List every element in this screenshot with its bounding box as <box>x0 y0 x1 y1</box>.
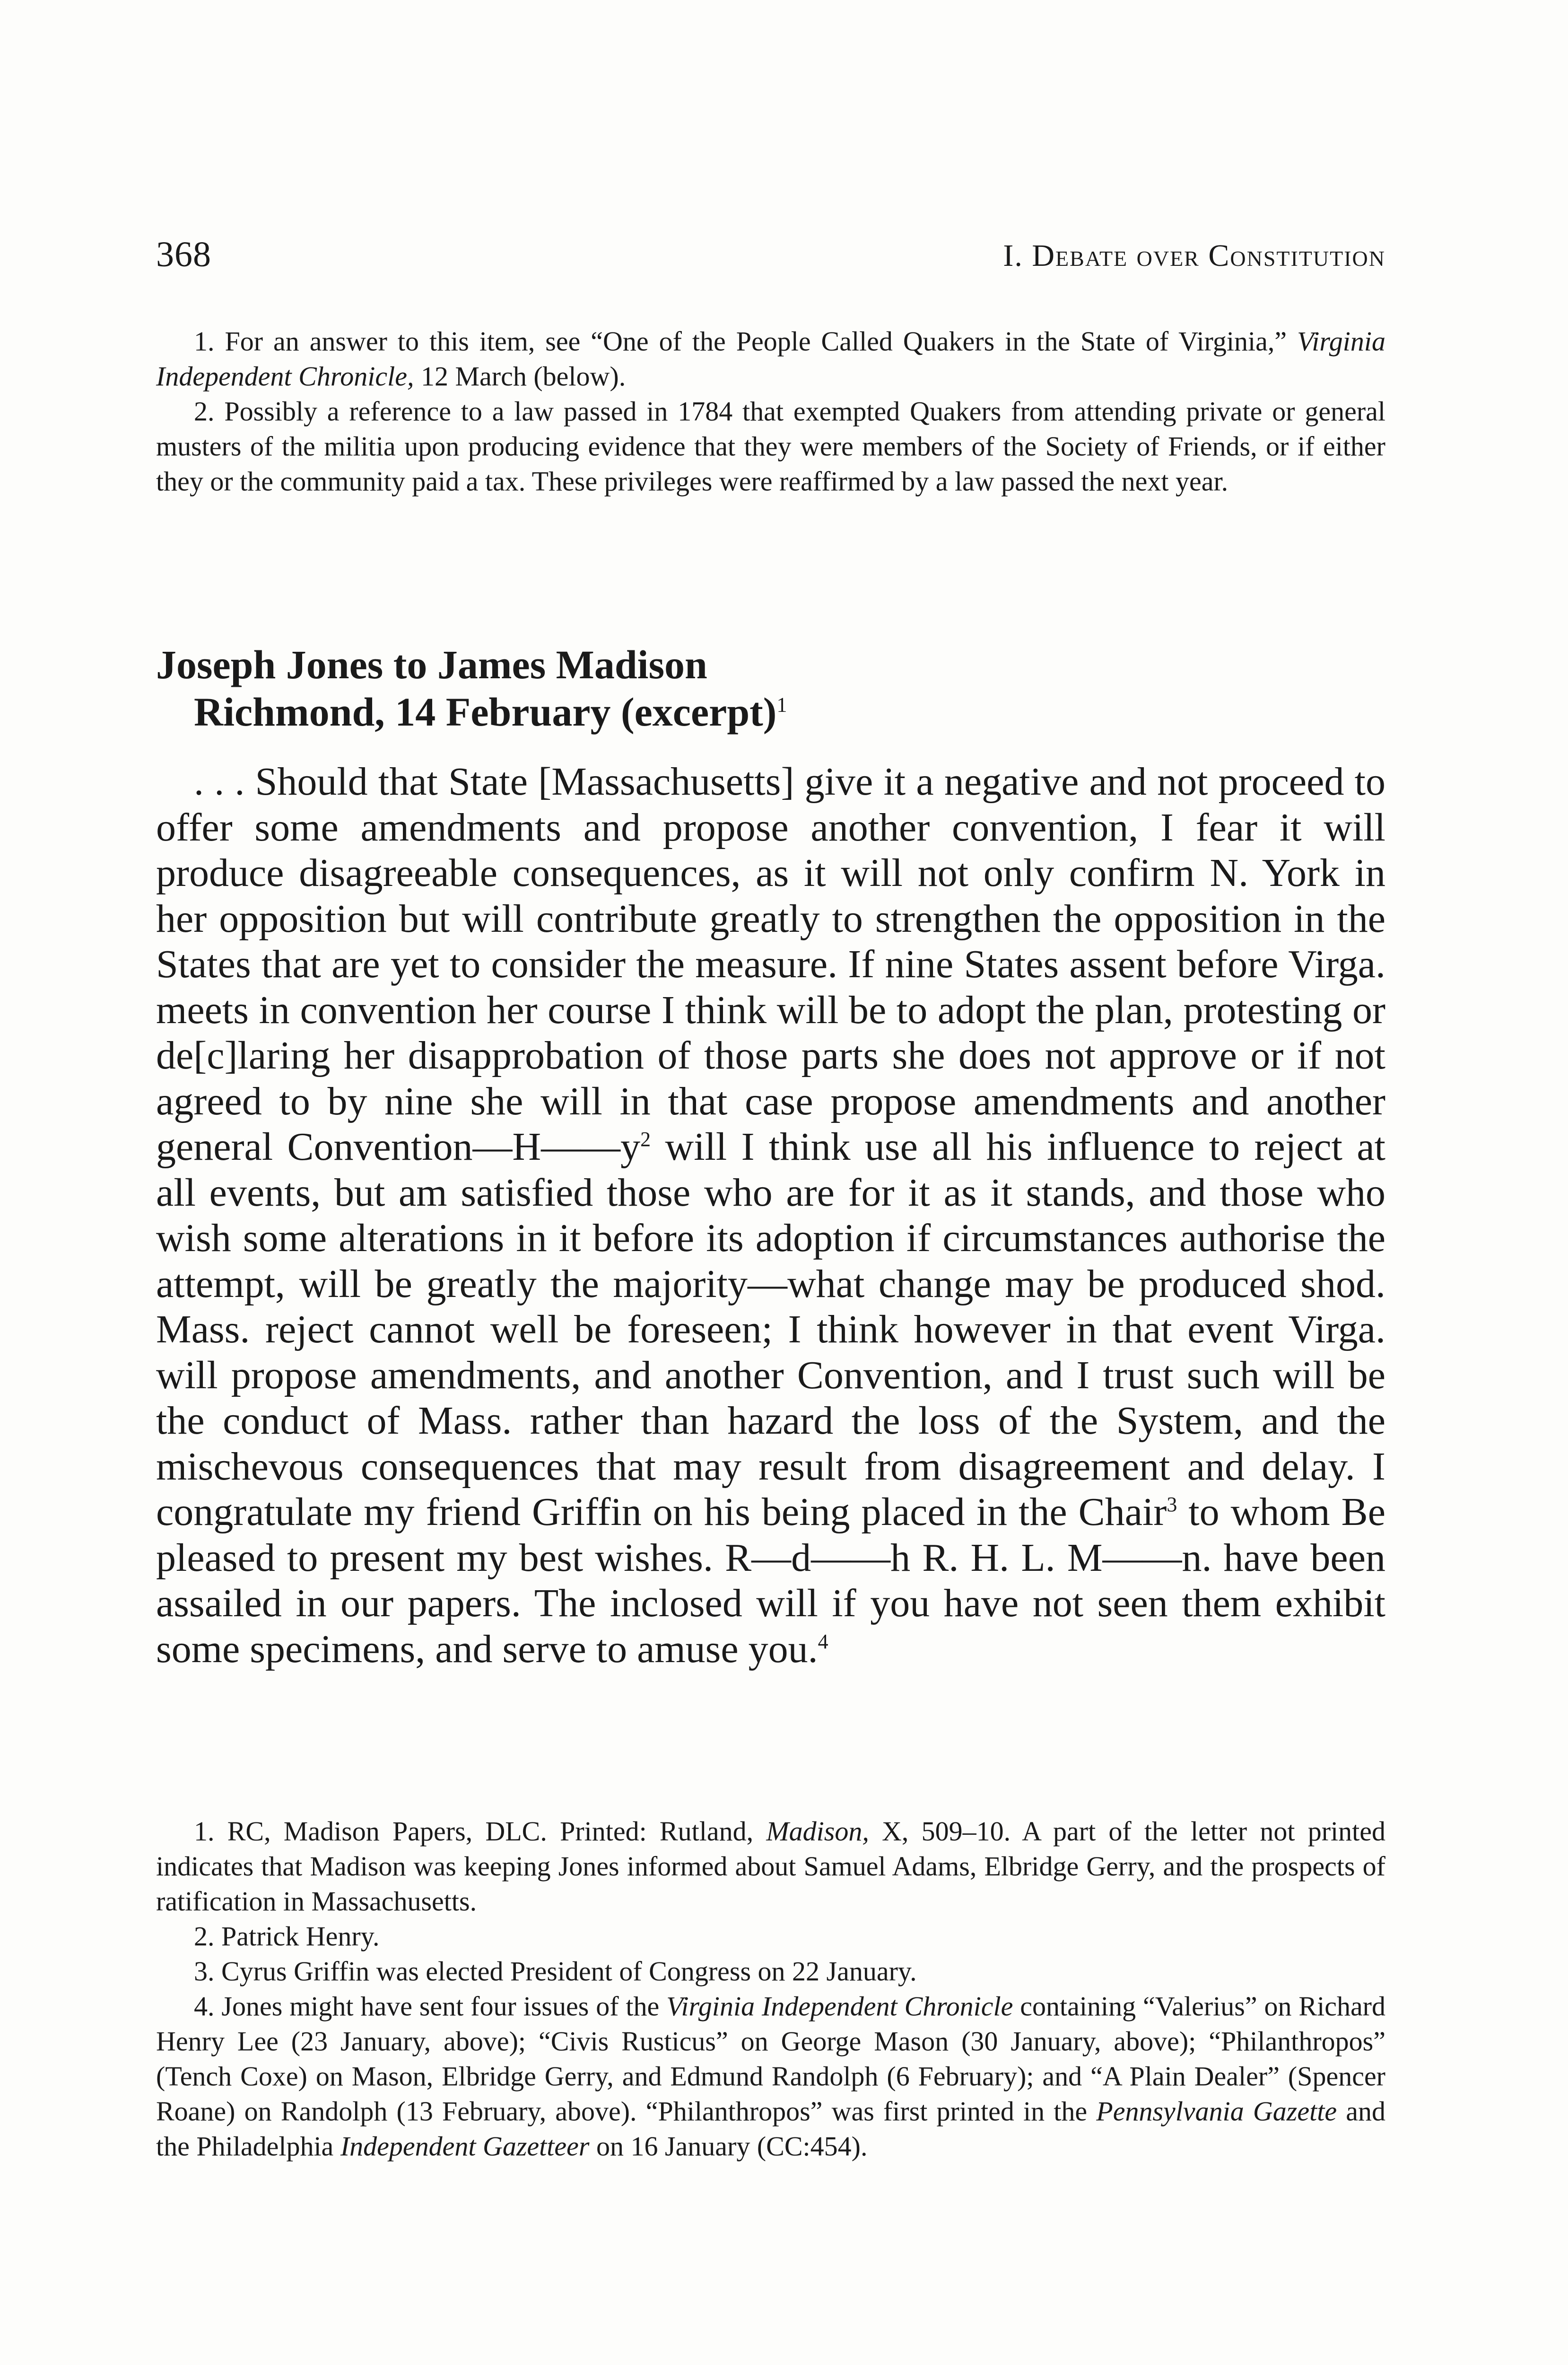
letter-footnote-2: 2. Patrick Henry. <box>194 1921 380 1952</box>
running-head-title: Debate over Constitution <box>1032 238 1385 273</box>
letter-part-2: will I think use all his influence to reject at all events, but am satisfied those who are for it as it stands, and those who wish some alterations in it before its adoption if circumstances authorise the attempt, will be greatly the majority—what change may be produced shod. Mass. reject cannot well be foreseen; I think however in that event Virga. will propose amendments, and another Convention, and I trust such will be the conduct of Mass. rather than hazard the loss of the System, and the mischevous consequences that may result from disagreement and delay. I congratulate my friend Griffin on his being placed in the Chair <box>156 1125 1385 1534</box>
letter-footnote-4-title-a: Virginia Independent Chronicle <box>666 1991 1013 2022</box>
heading-note-mark: 1 <box>776 693 787 717</box>
preceding-footnotes <box>156 324 1385 499</box>
letter-part-3: to whom Be pleased to present my best wishes. R—d——h R. H. L. M——n. have been assailed in our papers. The inclosed will if you have not seen them exhibit some specimens, and serve to amuse you. <box>156 1490 1385 1671</box>
footnote-1 <box>156 324 1385 394</box>
letter-footnote-4-title-b: Pennsylvania Gazette <box>1096 2096 1337 2127</box>
letter-part-1: . . . Should that State [Massachusetts] give it a negative and not proceed to offer some amendments and propose another convention, I fear it will produce disagreeable consequences, as it will not only confirm N. York in her opposition but will contribute greatly to strengthen the opposition in the States that are yet to consider the measure. If nine States assent before Virga. meets in convention her course I think will be to adopt the plan, protesting or de[c]laring her disapprobation of those parts she does not approve or if not agreed to by nine she will in that case propose amendments and another general Convention—H——y <box>156 760 1385 1169</box>
footnote-1-text: 1. For an answer to this item, see “One of the People Called Quakers in the State of Virginia,” <box>194 326 1298 357</box>
note-mark-2: 2 <box>640 1128 651 1151</box>
heading-place-date: Richmond, 14 February (excerpt) <box>194 689 777 735</box>
document-heading <box>156 641 1385 736</box>
letter-footnote-4-title-c: Independent Gazetteer <box>340 2131 590 2162</box>
note-mark-4: 4 <box>818 1629 828 1653</box>
letter-footnotes <box>156 1814 1385 2164</box>
running-head-prefix: I. <box>1003 238 1032 273</box>
letter-footnote-3: 3. Cyrus Griffin was elected President of Congress on 22 January. <box>194 1956 917 1987</box>
heading-subtitle <box>156 688 1385 736</box>
letter-footnote-4-text-d: on 16 January (CC:454). <box>589 2131 868 2162</box>
running-head <box>1003 238 1385 274</box>
letter-paragraph <box>156 759 1385 1672</box>
page-number: 368 <box>156 235 211 274</box>
letter-footnote-1-rest: X, 509–10. A part of the letter not printed indicates that Madison was keeping Jones informed about Samuel Adams, Elbridge Gerry, and the prospects of ratification in Massachusetts. <box>156 1816 1385 1917</box>
page-header <box>156 234 1385 286</box>
note-mark-3: 3 <box>1167 1493 1177 1516</box>
footnote-1-date: 12 March (below). <box>414 361 626 392</box>
footnote-2: 2. Possibly a reference to a law passed in 1784 that exempted Quakers from attending private or general musters of the militia upon producing evidence that they were members of the Society of Friends, or if either they or the community paid a tax. These privileges were reaffirmed by a law passed the next year. <box>156 396 1385 497</box>
letter-footnote-4-text-b: containing “Valerius” on Richard Henry Lee (23 January, above); “Civis Rusticus” on George Mason (30 January, above); “Philanthropos” (Tench Coxe) on Mason, Elbridge Gerry, and Edmund Randolph (6 February); and “A Plain Dealer” (Spencer Roane) on Randolph (13 February, above). “Philanthropos” was first printed in the <box>156 1991 1385 2127</box>
letter-footnote-1 <box>156 1814 1385 1919</box>
letter-footnote-1-text: 1. RC, Madison Papers, DLC. Printed: Rutland, <box>194 1816 767 1847</box>
letter-footnote-4-text-c: and the Philadelphia <box>156 2096 1385 2162</box>
footnote-1-title: Virginia Independent Chronicle, <box>156 326 1385 392</box>
letter-footnote-1-title: Madison, <box>766 1816 869 1847</box>
letter-text <box>156 759 1385 1672</box>
letter-footnote-4-text-a: 4. Jones might have sent four issues of the <box>194 1991 667 2022</box>
heading-title: Joseph Jones to James Madison <box>156 642 707 687</box>
letter-footnote-4 <box>156 1989 1385 2164</box>
